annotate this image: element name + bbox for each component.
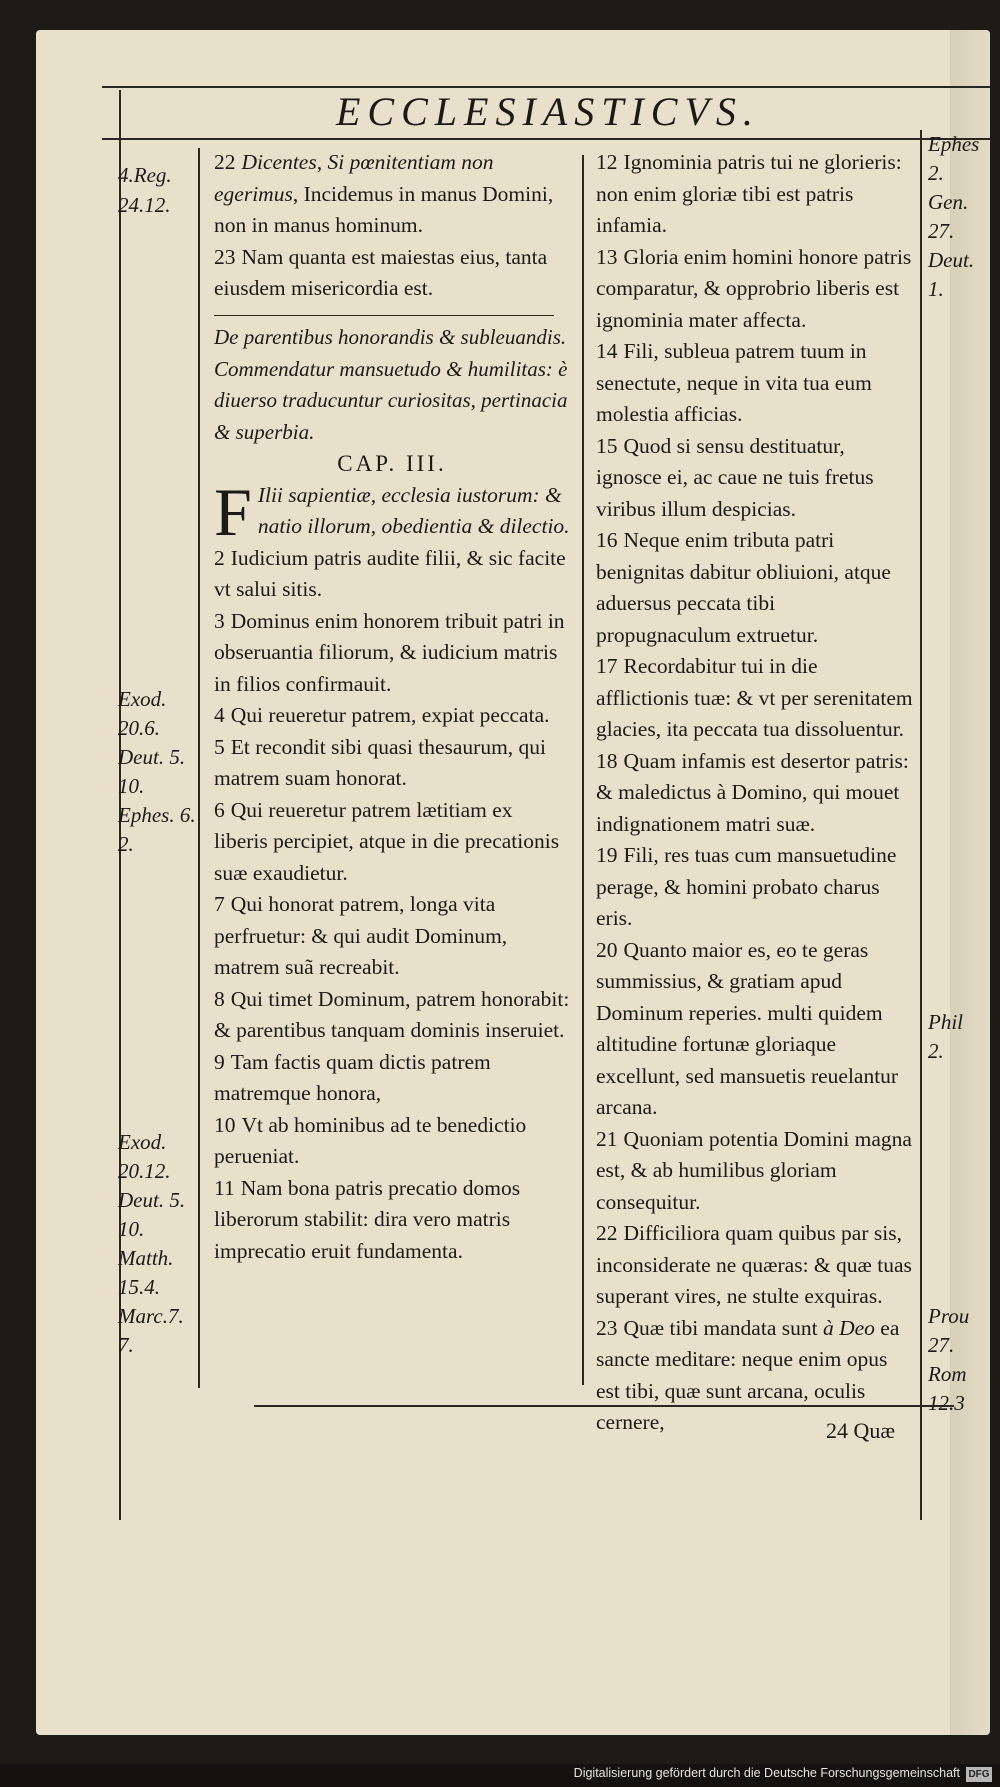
verse-15: 15 Quod si sensu destituatur, ignosce ei, ac caue ne tuis fretus viribus illum despicias. [596,433,874,521]
verse-1: F Ilii sapientiæ, ecclesia iustorum: & natio illorum, obedientia & dilectio. [214,473,570,550]
verse-17: 17 Recordabitur tui in die afflictionis tuæ: & vt per serenitatem glacies, ita peccata tua dissoluentur. [596,654,913,741]
right-column [596,147,914,1439]
right-border-rule [920,130,922,1520]
chapter-summary: De parentibus honorandis & subleuandis. Commendatur mansuetudo & humilitas: è diuerso traducuntur curiositas, pertinacia & superbia. [214,325,568,444]
verse-16: 16 Neque enim tributa patri benignitas dabitur obliuioni, atque aduersus peccata tibi propugnaculum extruetur. [596,528,891,647]
margin-note-phil: Phil 2. [928,1010,963,1063]
verse-21: 21 Quoniam potentia Domini magna est, & ab humilibus gloriam consequitur. [596,1126,912,1214]
catchword: 24 Quæ [826,1418,896,1443]
verse-6: 6 Qui reueretur patrem lætitiam ex liberis percipiet, atque in die precationis suæ exaudietur. [214,797,560,885]
verse-23: 23 Nam quanta est maiestas eius, tanta eiusdem misericordia est. [214,244,548,300]
verse-7: 7 Qui honorat patrem, longa vita perfruetur: & qui audit Dominum, matrem suã recreabit. [214,892,508,979]
verse-2: 2 Iudicium patris audite filii, & sic facite vt salui sitis. [214,545,566,601]
verse-8: 8 Qui timet Dominum, patrem honorabit: & parentibus tanquam dominis inseruiet. [214,986,570,1042]
verse-22: 22 Dicentes, Si pœnitentiam non egerimus, Incidemus in manus Domini, non in manus hominum. [214,150,554,237]
book-page [36,30,990,1735]
chapter-heading: CAP. III. [337,451,447,476]
margin-note-reg: 4.Reg. 24.12. [118,163,172,217]
verse-10: 10 Vt ab hominibus ad te benedictio perueniat. [214,1112,527,1168]
verse-11: 11 Nam bona patris precatio domos liberorum stabilit: dira vero matris imprecatio eruit fundamenta. [214,1175,521,1263]
verse-12: 12 Ignominia patris tui ne glorieris: non enim gloriæ tibi est patris infamia. [596,150,902,237]
digitization-footer [0,1764,1000,1787]
margin-note-exod-deut-matth-marc: Exod. 20.12. Deut. 5. 10. Matth. 15.4. Marc.7. 7. [118,1130,186,1357]
verse-23b: 23 Quæ tibi mandata sunt à Deo ea sancte meditare: neque enim opus est tibi, quæ sunt arcana, oculis cernere, [596,1315,900,1434]
column-divider [582,155,584,1385]
left-column [214,147,570,1267]
verse-14: 14 Fili, subleua patrem tuum in senectute, neque in vita tua eum molestia afficias. [596,339,872,426]
verse-18: 18 Quam infamis est desertor patris: & maledictus à Domino, qui mouet indignationem matri suæ. [596,748,909,836]
margin-note-prov-rom: Prou 27. Rom 12.3 [928,1304,970,1415]
header-bottom-rule [102,138,990,140]
verse-3: 3 Dominus enim honorem tribuit patri in obseruantia filiorum, & iudicium matris in filios confirmauit. [214,608,565,696]
verse-13: 13 Gloria enim homini honore patris comparatur, & opprobrio liberis est ignominia mater affecta. [596,244,912,332]
section-rule [214,315,554,317]
dfg-logo-icon: DFG [966,1767,992,1782]
margin-rule [198,148,200,1388]
verse-9: 9 Tam factis quam dictis patrem matremque honora, [214,1049,491,1105]
verse-19: 19 Fili, res tuas cum mansuetudine perage, & homini probato charus eris. [596,843,897,930]
funding-note: Digitalisierung gefördert durch die Deutsche Forschungsgemeinschaft [573,1766,960,1780]
verse-22b: 22 Difficiliora quam quibus par sis, inconsiderate ne quæras: & quæ tuas superant vires, ne stulte exquiras. [596,1221,912,1308]
verse-20: 20 Quanto maior es, eo te geras summissius, & gratiam apud Dominum reperies. multi quidem altitudine fortunæ gloriaque excellunt, sed mansuetis reuelantur arcana. [596,937,899,1119]
margin-note-ephes-gen-deut: Ephes 2. Gen. 27. Deut. 1. [928,132,980,301]
verse-5: 5 Et recondit sibi quasi thesaurum, qui matrem suam honorat. [214,734,547,790]
margin-note-exod-deut-ephes: Exod. 20.6. Deut. 5. 10. Ephes. 6. 2. [118,687,196,856]
running-header: ECCLESIASTICVS. [336,89,760,134]
verse-4: 4 Qui reueretur patrem, expiat peccata. [214,703,550,727]
